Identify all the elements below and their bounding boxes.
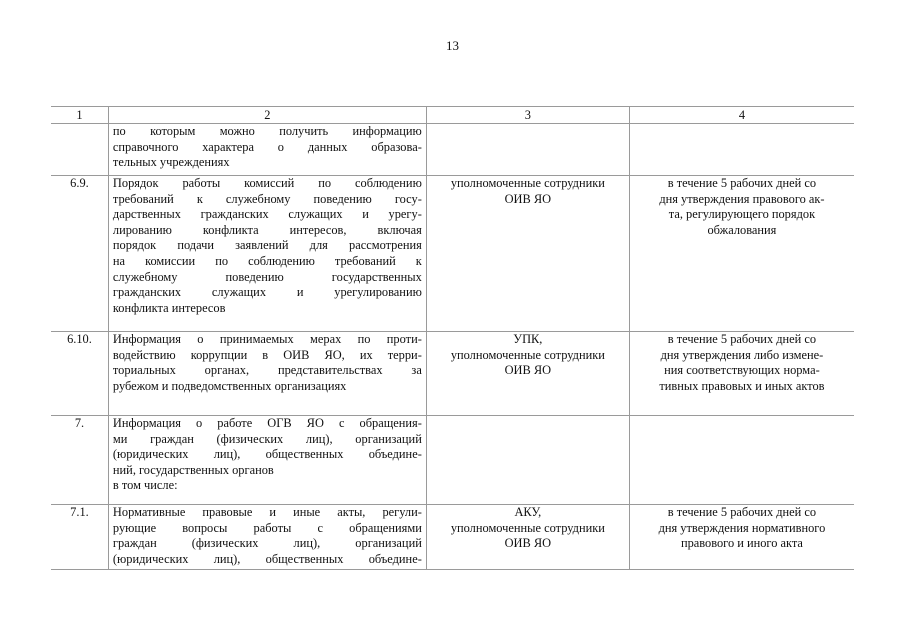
table-row <box>51 332 854 416</box>
text-line: конфликта интересов <box>112 300 226 315</box>
deadline-line: обжалования <box>707 222 777 237</box>
row-number: 7.1. <box>51 505 108 570</box>
text-line: дарственных гражданских служащих и урегу- <box>112 207 422 222</box>
deadline-line: дня утверждения нормативного <box>658 520 826 535</box>
row-description <box>108 176 426 332</box>
deadline-line: дня утверждения правового ак- <box>659 191 825 206</box>
responsible-line: уполномоченные сотрудники <box>450 176 605 190</box>
row-deadline <box>629 124 854 176</box>
text-line: по которым можно получить информацию <box>112 124 422 138</box>
row-deadline <box>629 332 854 416</box>
row-deadline <box>629 505 854 570</box>
text-line: граждан (физических лиц), организаций <box>112 536 422 551</box>
text-line: в том числе: <box>112 478 178 493</box>
responsible-line: уполномоченные сотрудники <box>450 347 605 362</box>
text-line: ми граждан (физических лиц), организаций <box>112 431 422 446</box>
document-table <box>51 106 854 570</box>
column-header-description: 2 <box>108 107 426 124</box>
row-description <box>108 124 426 176</box>
text-line: водействию коррупции в ОИВ ЯО, их терри- <box>112 347 422 362</box>
text-line: Порядок работы комиссий по соблюдению <box>112 176 422 190</box>
deadline-line: правового и иного акта <box>680 536 803 551</box>
column-header-deadline: 4 <box>629 107 854 124</box>
responsible-line: ОИВ ЯО <box>504 536 552 551</box>
deadline-line: в течение 5 рабочих дней со <box>667 332 817 346</box>
row-responsible <box>426 124 629 176</box>
row-responsible <box>426 505 629 570</box>
responsible-line: АКУ, <box>514 505 542 519</box>
text-line: рующие вопросы работы с обращениями <box>112 520 422 535</box>
text-line: (юридических лиц), общественных объедине- <box>112 447 422 462</box>
deadline-line: в течение 5 рабочих дней со <box>667 505 817 519</box>
column-header-responsible: 3 <box>426 107 629 124</box>
text-line: порядок подачи заявлений для рассмотрения <box>112 238 422 253</box>
row-description <box>108 505 426 570</box>
page-number: 13 <box>446 38 459 53</box>
row-deadline <box>629 416 854 505</box>
responsible-line: ОИВ ЯО <box>504 191 552 206</box>
text-line: Информация о принимаемых мерах по проти- <box>112 332 422 346</box>
deadline-line: тивных правовых и иных актов <box>659 378 825 393</box>
text-line: Информация о работе ОГВ ЯО с обращения- <box>112 416 422 430</box>
text-line: рубежом и подведомственных организациях <box>112 378 347 393</box>
table-row <box>51 176 854 332</box>
text-line: требований к служебному поведению госу- <box>112 191 422 206</box>
row-number: 6.9. <box>51 176 108 332</box>
text-line: на комиссии по соблюдению требований к <box>112 253 422 268</box>
text-line: (юридических лиц), общественных объедине- <box>112 551 422 566</box>
table-row <box>51 416 854 505</box>
row-number: 7. <box>51 416 108 505</box>
row-responsible <box>426 332 629 416</box>
deadline-line: дня утверждения либо измене- <box>660 347 824 362</box>
deadline-line: та, регулирующего порядок <box>668 207 816 222</box>
table-row <box>51 124 854 176</box>
row-description <box>108 416 426 505</box>
deadline-line: ния соответствующих норма- <box>664 363 820 378</box>
text-line: ний, государственных органов <box>112 462 274 477</box>
text-line: служебному поведению государственных <box>112 269 422 284</box>
text-line: справочного характера о данных образова- <box>112 139 422 154</box>
row-description <box>108 332 426 416</box>
table-header-row <box>51 107 854 124</box>
text-line: гражданских служащих и урегулированию <box>112 285 422 300</box>
row-responsible <box>426 416 629 505</box>
table-row <box>51 505 854 570</box>
responsible-line: уполномоченные сотрудники <box>450 520 605 535</box>
responsible-line: УПК, <box>513 332 543 346</box>
row-number <box>51 124 108 176</box>
deadline-line: в течение 5 рабочих дней со <box>667 176 817 190</box>
responsible-line: ОИВ ЯО <box>504 363 552 378</box>
text-line: ториальных органах, представительствах за <box>112 363 422 378</box>
column-header-number: 1 <box>51 107 108 124</box>
row-responsible <box>426 176 629 332</box>
text-line: Нормативные правовые и иные акты, регули- <box>112 505 422 519</box>
row-deadline <box>629 176 854 332</box>
row-number: 6.10. <box>51 332 108 416</box>
text-line: тельных учреждениях <box>112 155 230 170</box>
text-line: лированию конфликта интересов, включая <box>112 222 422 237</box>
